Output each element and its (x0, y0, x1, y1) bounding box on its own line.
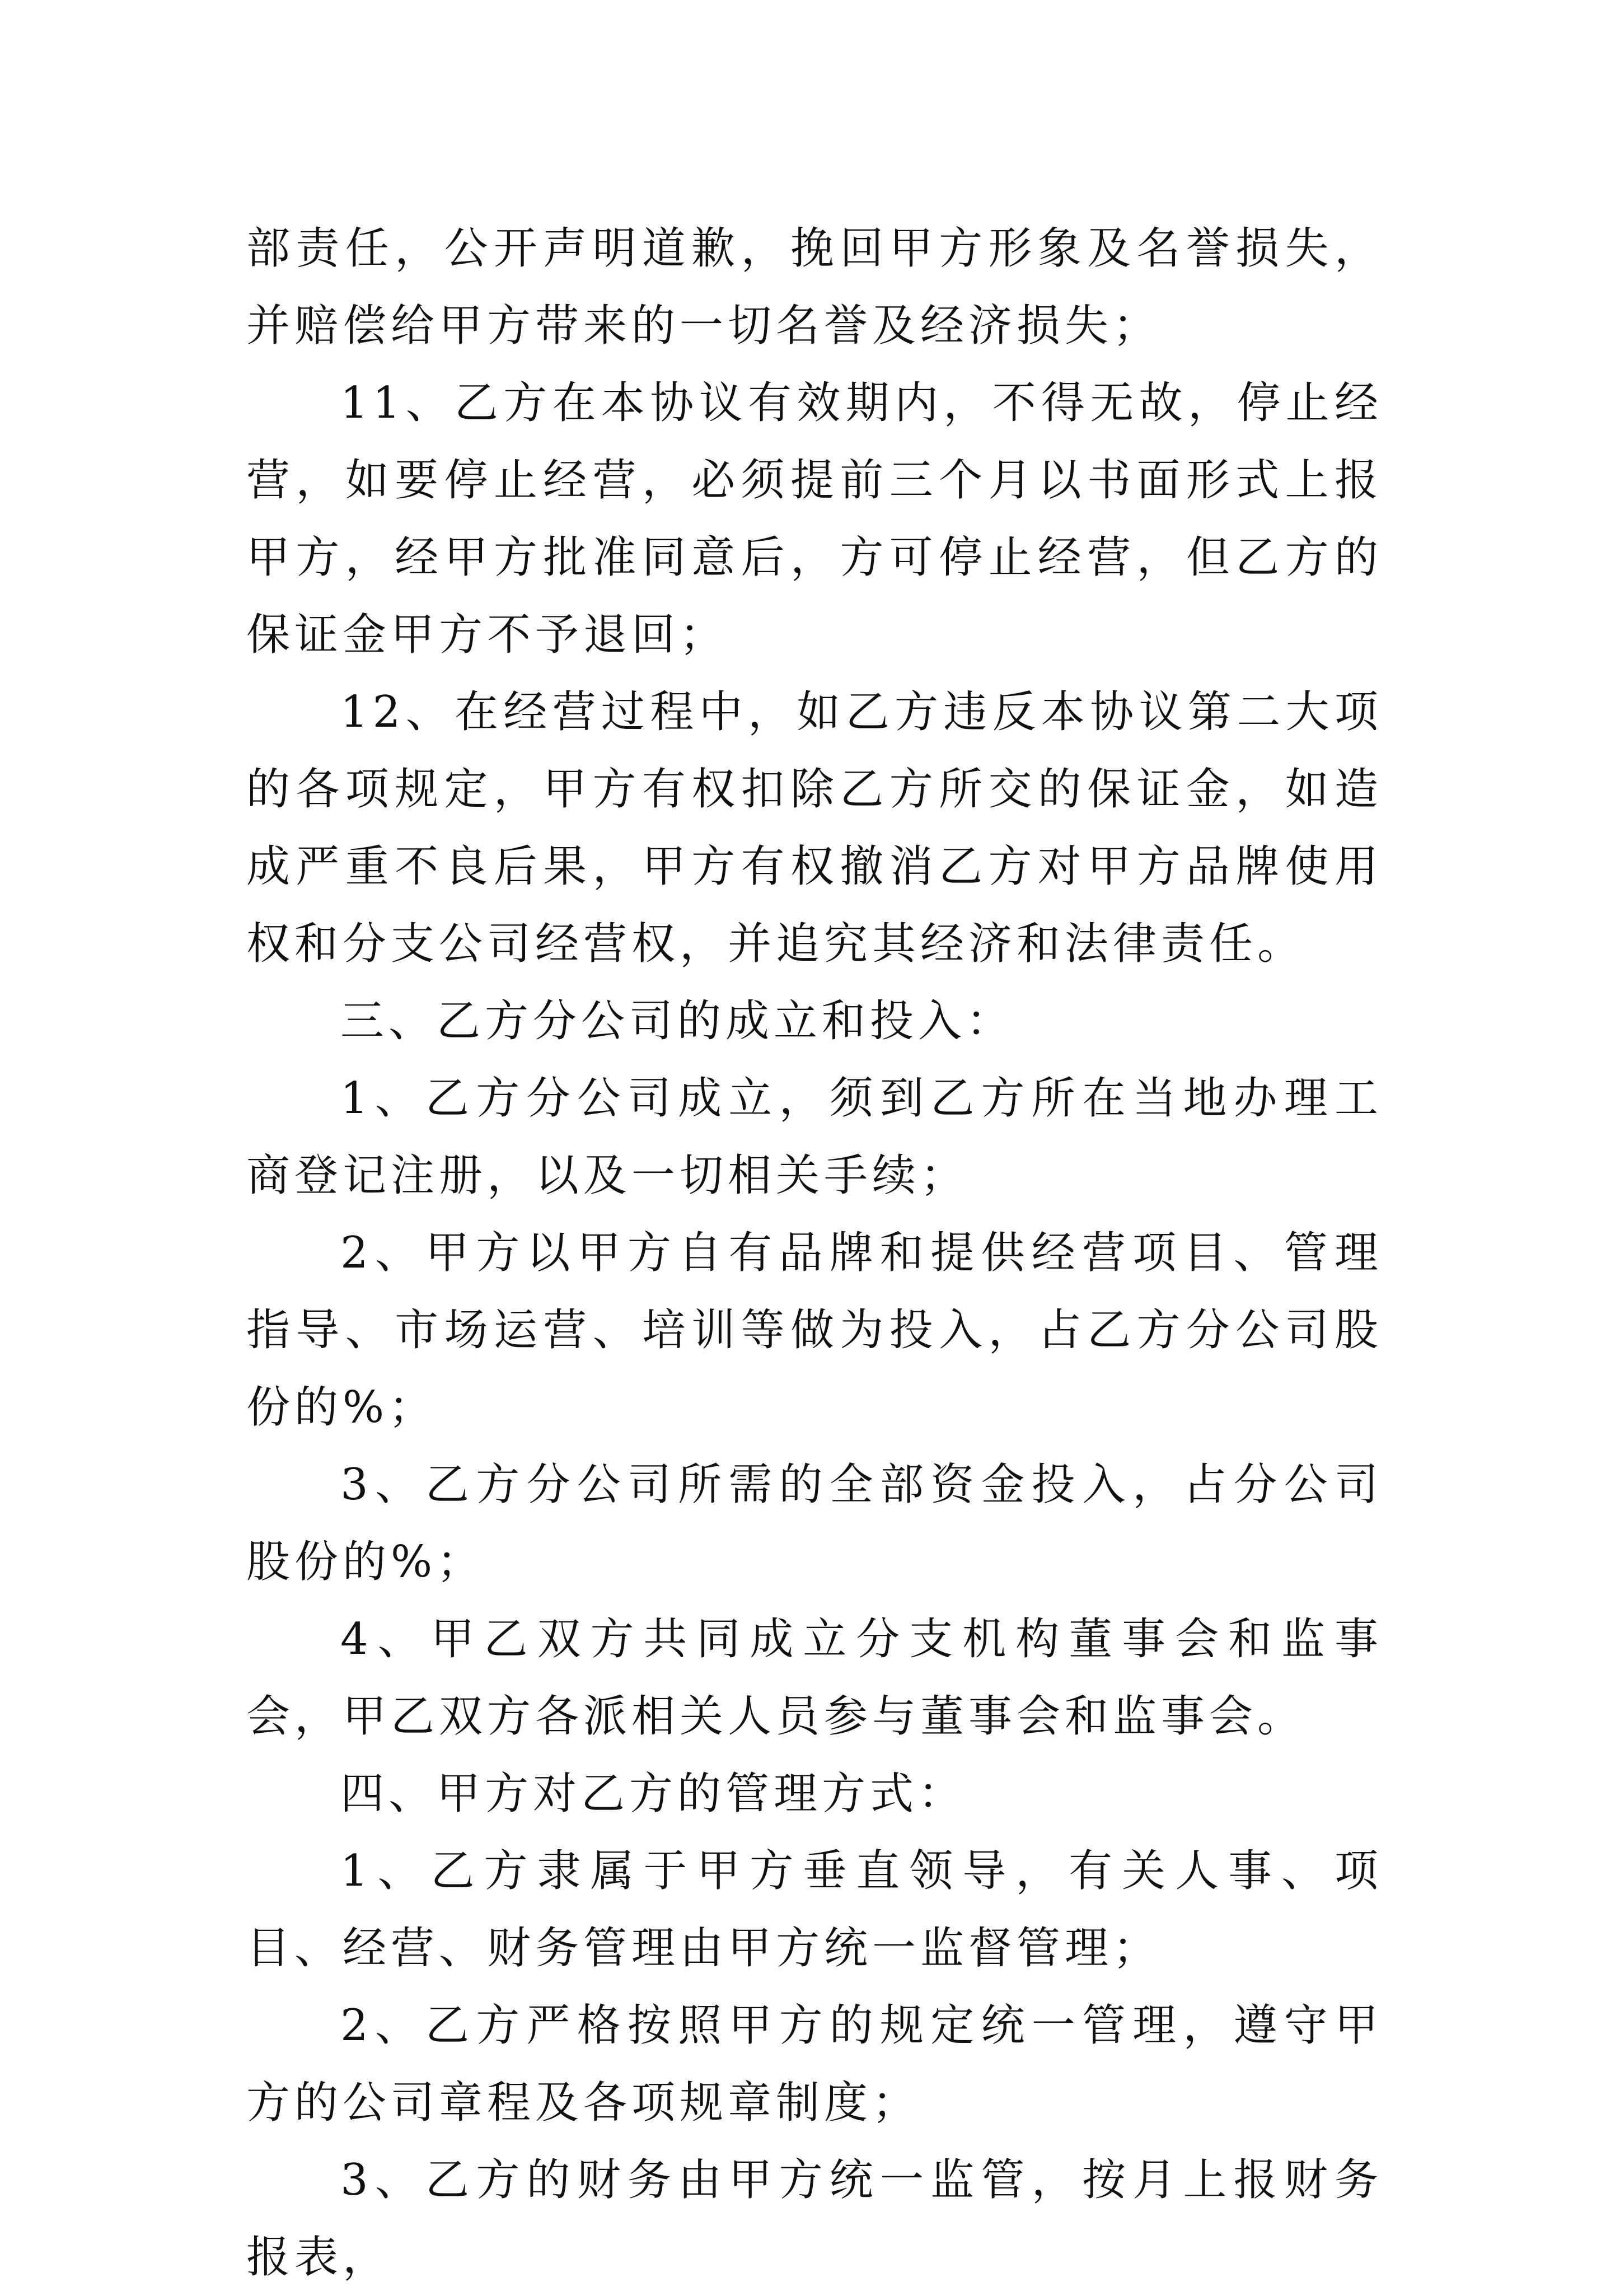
paragraph-6: 2、甲方以甲方自有品牌和提供经营项目、管理指导、市场运营、培训等做为投入，占乙方分公司股份的%； (246, 1228, 1383, 1433)
paragraph-3: 12、在经营过程中，如乙方违反本协议第二大项的各项规定，甲方有权扣除乙方所交的保证金，如造成严重不良后果，甲方有权撤消乙方对甲方品牌使用权和分支公司经营权，并追究其经济和法律责任。 (246, 687, 1383, 969)
paragraph-1: 部责任，公开声明道歉，挽回甲方形象及名誉损失，并赔偿给甲方带来的一切名誉及经济损失； (246, 223, 1383, 351)
paragraph-5: 1、乙方分公司成立，须到乙方所在当地办理工商登记注册，以及一切相关手续； (246, 1073, 1383, 1201)
section-heading-3: 三、乙方分公司的成立和投入： (340, 996, 1015, 1046)
paragraph-11: 2、乙方严格按照甲方的规定统一管理，遵守甲方的公司章程及各项规章制度； (246, 2000, 1383, 2128)
section-heading-4: 四、甲方对乙方的管理方式： (340, 1769, 967, 1819)
paragraph-7: 3、乙方分公司所需的全部资金投入，占分公司股份的%； (246, 1460, 1383, 1587)
paragraph-8: 4、甲乙双方共同成立分支机构董事会和监事会，甲乙双方各派相关人员参与董事会和监事会。 (246, 1614, 1383, 1742)
paragraph-12: 3、乙方的财务由甲方统一监管，按月上报财务报表， (246, 2155, 1383, 2283)
paragraph-2: 11、乙方在本协议有效期内，不得无故，停止经营，如要停止经营，必须提前三个月以书面形式上报甲方，经甲方批准同意后，方可停止经营，但乙方的保证金甲方不予退回； (246, 378, 1383, 660)
paragraph-10: 1、乙方隶属于甲方垂直领导，有关人事、项目、经营、财务管理由甲方统一监督管理； (246, 1846, 1383, 1974)
document-body (246, 210, 1383, 2296)
